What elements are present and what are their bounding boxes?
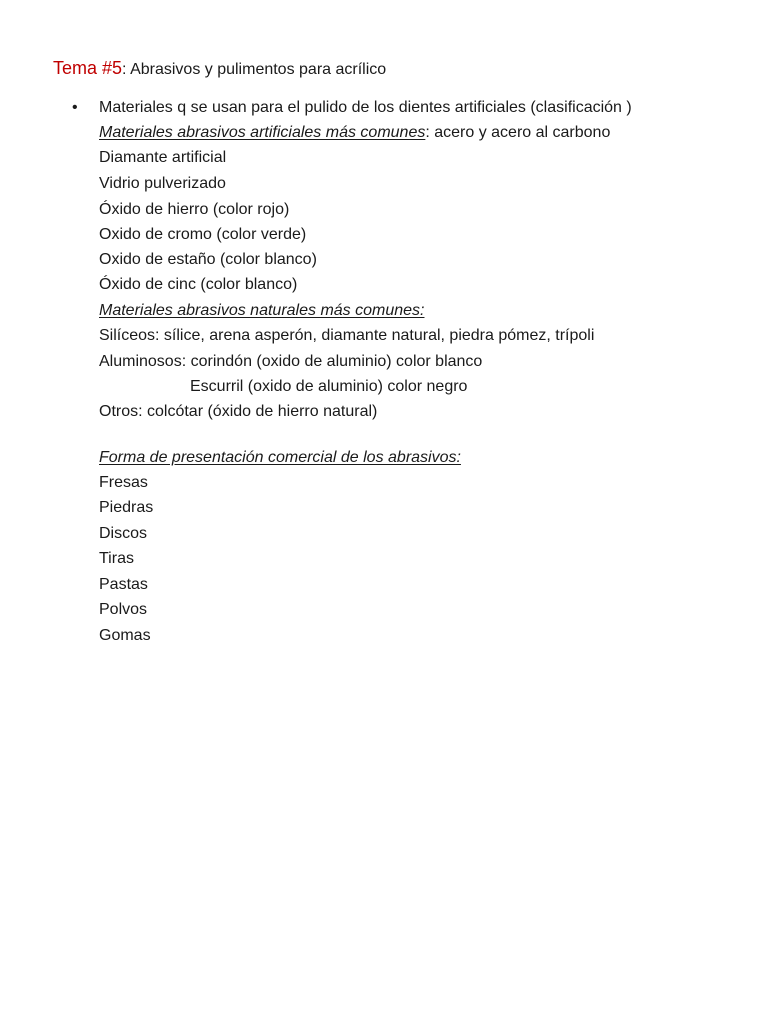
title-text: Abrasivos y pulimentos para acrílico [126,61,387,78]
presentation-heading: Forma de presentación comercial de los abrasivos: [99,449,461,466]
list-item: Silíceos: sílice, arena asperón, diamante natural, piedra pómez, trípoli [99,327,595,344]
bullet-marker: • [72,99,78,116]
list-item: Piedras [99,499,154,516]
artificial-heading: Materiales abrasivos artificiales más comunes [99,124,426,141]
list-item: Fresas [99,474,148,491]
list-item: Tiras [99,550,134,567]
list-item: Otros: colcótar (óxido de hierro natural) [99,403,378,420]
natural-heading: Materiales abrasivos naturales más comunes: [99,302,425,319]
title-separator: : [122,61,127,78]
list-item: Óxido de cinc (color blanco) [99,276,298,293]
list-item: Polvos [99,601,148,618]
artificial-heading-suffix: : acero y acero al carbono [425,124,611,141]
list-item: Vidrio pulverizado [99,175,226,192]
list-item: Aluminosos: corindón (oxido de aluminio) color blanco [99,353,483,370]
list-item: Gomas [99,627,151,644]
list-item: Discos [99,525,148,542]
intro-line: Materiales q se usan para el pulido de los dientes artificiales (clasificación ) [99,99,632,116]
title-label: Tema #5 [53,58,123,78]
page-title [53,56,386,82]
list-item: Pastas [99,576,148,593]
list-item: Escurril (oxido de aluminio) color negro [190,378,468,395]
list-item: Oxido de cromo (color verde) [99,226,307,243]
list-item: Oxido de estaño (color blanco) [99,251,317,268]
artificial-heading-line [99,121,610,145]
list-item: Diamante artificial [99,149,227,166]
list-item: Óxido de hierro (color rojo) [99,201,290,218]
